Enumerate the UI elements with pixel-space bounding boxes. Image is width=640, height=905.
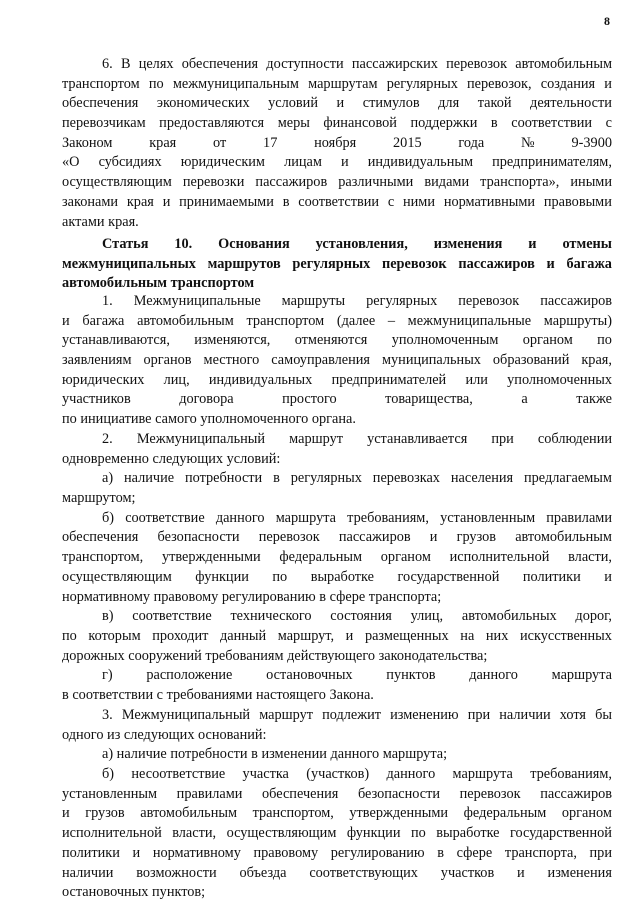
word: обеспечения <box>262 785 339 802</box>
word: данный <box>219 627 267 644</box>
word: уполномоченных <box>507 371 612 388</box>
word: и <box>345 627 354 644</box>
word: автомобильных <box>461 608 557 625</box>
word: по <box>410 825 426 842</box>
text-line <box>62 94 612 114</box>
text-line: нормативному правовому регулированию в сфере транспорта; <box>62 588 442 605</box>
word: по <box>272 568 288 585</box>
word: федеральным <box>463 805 547 822</box>
word: отмены <box>562 236 612 252</box>
word: соответствие <box>125 509 205 526</box>
text-line <box>62 824 612 844</box>
word: подлежит <box>322 707 382 723</box>
word: выработке <box>310 568 374 585</box>
word: перевозок <box>459 785 521 802</box>
paragraph-6 <box>62 55 612 232</box>
word: перевозках <box>372 470 440 487</box>
word: транспортом, <box>252 805 334 822</box>
word: 17 <box>263 134 278 151</box>
text-line <box>62 430 612 450</box>
word: государственной <box>510 825 612 842</box>
word: принимаемыми <box>179 193 274 210</box>
word: участков <box>440 864 495 881</box>
word: и <box>336 95 345 112</box>
text-line <box>62 509 612 529</box>
word: и <box>528 236 537 252</box>
word: поддержки <box>410 115 478 132</box>
word: видами <box>424 174 470 191</box>
word: создания <box>540 75 596 92</box>
word: данного <box>469 667 518 684</box>
word: изменения <box>433 236 503 252</box>
word: грузов <box>456 529 497 546</box>
word: обеспечения <box>62 529 139 546</box>
word: перевозки <box>182 174 245 191</box>
word: в <box>282 193 290 210</box>
word: маршруты <box>281 293 346 309</box>
word: 6. <box>102 56 113 72</box>
word: заявлениям <box>62 352 132 369</box>
word: органом <box>380 549 431 566</box>
word: требованиям, <box>347 509 429 526</box>
word: 1. <box>102 293 113 309</box>
text-line <box>62 193 612 213</box>
word: маршрута <box>275 509 337 526</box>
word: 2. <box>102 431 113 447</box>
text-line: в соответствии с требованиями настоящего Закона. <box>62 686 374 703</box>
word: технического <box>230 608 312 625</box>
text-line <box>62 351 612 371</box>
word: транспортом, <box>62 549 144 566</box>
word: маршрут <box>259 707 313 723</box>
word: регулярных <box>366 293 438 309</box>
word: установленным <box>440 509 536 526</box>
word: автомобильным <box>515 529 612 546</box>
word: межмуниципальным <box>172 75 299 92</box>
text-line: одного из следующих оснований: <box>62 726 267 743</box>
word: органом <box>522 332 573 349</box>
text-line <box>62 627 612 647</box>
text-line <box>62 528 612 548</box>
word: в <box>490 115 498 132</box>
word: меры <box>277 115 310 132</box>
text-line <box>62 114 612 134</box>
word: при <box>491 431 514 447</box>
word: по <box>148 75 164 92</box>
word: исполнительной <box>449 549 550 566</box>
word: них <box>485 627 509 644</box>
word: лицам <box>284 154 322 171</box>
word: пассажиров <box>338 529 411 546</box>
word: маршруты) <box>543 312 612 329</box>
word: изменению <box>390 707 459 723</box>
word: стимулов <box>362 95 420 112</box>
heading-line: автомобильным транспортом <box>62 275 255 292</box>
word: юридических <box>62 371 145 388</box>
word: и <box>604 75 612 92</box>
text-line <box>62 568 612 588</box>
word: б) <box>102 766 115 783</box>
word: иными <box>570 174 612 191</box>
word: Статья <box>102 236 149 252</box>
word: по <box>597 332 612 349</box>
text-line <box>62 844 612 864</box>
word: лиц, <box>163 371 190 388</box>
word: индивидуальных <box>208 371 313 388</box>
text-line <box>62 134 612 154</box>
word: осуществляющим <box>62 568 172 585</box>
text-line <box>62 331 612 351</box>
word: пассажиров <box>255 174 328 191</box>
text-line <box>62 607 612 627</box>
word: и <box>429 529 438 546</box>
text-line <box>62 55 612 75</box>
word: установленным <box>62 785 158 802</box>
text-line <box>62 312 612 332</box>
text-line <box>62 390 612 410</box>
word: 2015 <box>393 134 422 151</box>
word: бы <box>595 707 612 723</box>
paragraph-2 <box>62 430 612 706</box>
word: соответствующих <box>309 864 418 881</box>
word: органом <box>561 805 612 822</box>
word: 9-3900 <box>571 134 612 151</box>
word: субсидиях <box>98 154 162 171</box>
word: Межмуниципальный <box>136 431 266 447</box>
word: на <box>460 627 475 644</box>
word: края <box>126 193 154 210</box>
word: договора <box>179 391 234 408</box>
word: пассажиров <box>540 293 612 309</box>
word: при <box>467 707 491 723</box>
word: данного <box>386 766 436 783</box>
word: наличии <box>62 864 114 881</box>
word: экономических <box>156 95 250 112</box>
word: условий <box>268 95 318 112</box>
word: проходит <box>152 627 209 644</box>
word: и <box>132 844 141 861</box>
word: нормативному <box>152 844 241 861</box>
word: пассажиров <box>458 255 535 272</box>
word: автомобильным <box>515 56 612 72</box>
word: б) <box>102 509 115 526</box>
word: возможности <box>136 864 217 881</box>
page-number: 8 <box>604 14 610 28</box>
word: отменяются <box>294 332 368 349</box>
text-line: одновременно следующих условий: <box>62 450 281 467</box>
word: перевозок, <box>467 75 532 92</box>
word: обеспечения <box>62 95 139 112</box>
word: маршрута <box>551 667 612 684</box>
word: маршрутам <box>308 75 378 92</box>
word: перевозок <box>258 529 320 546</box>
word: остановочных <box>266 667 353 684</box>
word: и <box>62 312 70 329</box>
word: края <box>149 134 177 151</box>
word: изменения <box>547 864 612 881</box>
word: политики <box>522 568 581 585</box>
word: а) <box>102 470 114 487</box>
text-line <box>62 785 612 805</box>
word: по <box>62 627 77 644</box>
word: ноября <box>314 134 357 151</box>
word: или <box>465 371 488 388</box>
word: юридическим <box>180 154 265 171</box>
word: для <box>438 95 460 112</box>
word: дорог, <box>575 608 612 625</box>
word: с <box>387 193 395 210</box>
word: также <box>576 391 612 408</box>
word: органов <box>143 352 192 369</box>
word: Межмуниципальные <box>133 293 261 309</box>
word: правилами <box>546 509 612 526</box>
word: края, <box>581 352 612 369</box>
text-line: по инициативе самого уполномоченного органа. <box>62 411 356 428</box>
text-line <box>62 804 612 824</box>
word: различными <box>338 174 414 191</box>
word: состояния <box>330 608 392 625</box>
word: – <box>387 312 395 329</box>
text-line <box>62 371 612 391</box>
word: г) <box>102 667 113 684</box>
word: осуществляющим <box>226 825 337 842</box>
word: наличие <box>124 470 175 487</box>
word: автомобильным <box>137 312 234 329</box>
word: от <box>213 134 227 151</box>
word: которым <box>88 627 141 644</box>
text-line <box>62 706 612 726</box>
word: правовому <box>253 844 319 861</box>
word: (далее <box>336 312 376 329</box>
word: объезда <box>239 864 287 881</box>
word: грузов <box>85 805 125 822</box>
word: требованиям, <box>530 766 612 783</box>
word: товарищества, <box>385 391 473 408</box>
word: и <box>517 864 525 881</box>
word: В <box>120 56 131 72</box>
word: функции <box>346 825 401 842</box>
word: безопасности <box>357 785 441 802</box>
word: багажа <box>82 312 125 329</box>
word: соответствии <box>511 115 593 132</box>
text-line <box>62 864 612 884</box>
word: и <box>604 568 612 585</box>
word: утвержденными <box>161 549 261 566</box>
word: регулярных <box>290 470 362 487</box>
word: муниципальных <box>381 352 481 369</box>
word: несоответствие <box>131 766 226 783</box>
word: предпринимателям, <box>492 154 612 171</box>
word: государственной <box>397 568 500 585</box>
word: осуществляющим <box>62 174 172 191</box>
word: функции <box>195 568 249 585</box>
word: деятельности <box>530 95 612 112</box>
text-line: маршрутом; <box>62 490 136 507</box>
word: правовыми <box>543 193 612 210</box>
text-line: дорожных сооружений требованиям действующего законодательства; <box>62 647 488 664</box>
word: участка <box>242 766 289 783</box>
word: простого <box>282 391 337 408</box>
word: целях <box>138 56 174 72</box>
word: выработке <box>436 825 500 842</box>
word: транспорта», <box>480 174 560 191</box>
word: ними <box>403 193 436 210</box>
word: уполномоченным <box>391 332 499 349</box>
word: участников <box>62 391 131 408</box>
word: соблюдении <box>537 431 612 447</box>
word: при <box>589 844 612 861</box>
word: перевозок <box>458 293 520 309</box>
text-line <box>62 173 612 193</box>
word: доступности <box>266 56 344 72</box>
text-line <box>62 153 612 173</box>
word: искусственных <box>519 627 612 644</box>
word: нормативными <box>443 193 536 210</box>
word: регулярных <box>292 255 371 272</box>
word: и <box>340 154 349 171</box>
word: финансовой <box>323 115 397 132</box>
paragraph-3 <box>62 706 612 903</box>
text-line <box>62 548 612 568</box>
word: власти, <box>568 549 612 566</box>
word: пассажирских <box>351 56 438 72</box>
word: предпринимателей <box>331 371 447 388</box>
word: соответствие <box>132 608 212 625</box>
word: перевозчикам <box>62 115 146 132</box>
word: маршрут, <box>277 627 335 644</box>
word: в <box>437 844 445 861</box>
word: предоставляются <box>159 115 265 132</box>
word: в <box>273 470 280 487</box>
word: «О <box>62 154 80 171</box>
word: власти, <box>172 825 217 842</box>
text-line: остановочных пунктов; <box>62 884 206 901</box>
word: и <box>162 193 171 210</box>
word: маршрута <box>452 766 513 783</box>
word: расположение <box>146 667 233 684</box>
word: правилами <box>176 785 243 802</box>
heading-line <box>62 235 612 255</box>
word: утвержденными <box>349 805 449 822</box>
word: соответствии <box>298 193 380 210</box>
word: 10. <box>174 236 193 252</box>
word: перевозок <box>446 56 508 72</box>
word: с <box>605 115 612 132</box>
word: транспорта, <box>504 844 577 861</box>
word: 3. <box>102 707 113 723</box>
text-line <box>62 666 612 686</box>
word: безопасности <box>157 529 240 546</box>
word: хотя <box>559 707 586 723</box>
word: обеспечения <box>181 56 259 72</box>
word: устанавливаются, <box>62 332 170 349</box>
paragraph-1 <box>62 292 612 430</box>
text-line <box>62 75 612 95</box>
word: сфере <box>456 844 493 861</box>
word: федеральным <box>279 549 363 566</box>
word: Законом <box>62 134 113 151</box>
word: устанавливается <box>367 431 468 447</box>
text-line: а) наличие потребности в изменении данного маршрута; <box>102 746 448 763</box>
heading-line <box>62 255 612 275</box>
word: самоуправления <box>271 352 371 369</box>
word: багажа <box>566 255 612 272</box>
word: а <box>521 391 528 408</box>
word: № <box>521 134 535 151</box>
word: регулярных <box>386 75 458 92</box>
word: размещенных <box>364 627 449 644</box>
text-line <box>62 765 612 785</box>
text-line <box>62 469 612 489</box>
word: пассажиров <box>540 785 612 802</box>
word: и <box>546 255 555 272</box>
word: маршрутов <box>207 255 281 272</box>
word: Основания <box>218 236 290 252</box>
word: политики <box>62 844 120 861</box>
word: наличии <box>499 707 551 723</box>
article-10-heading <box>62 235 612 294</box>
word: такой <box>477 95 512 112</box>
text-line: актами края. <box>62 213 139 230</box>
word: населения <box>450 470 514 487</box>
word: местного <box>203 352 260 369</box>
word: автомобильным <box>140 805 238 822</box>
text-line <box>62 292 612 312</box>
word: данного <box>215 509 265 526</box>
word: маршрут <box>289 431 343 447</box>
word: законами <box>62 193 119 210</box>
word: перевозок <box>381 255 447 272</box>
word: пунктов <box>386 667 436 684</box>
word: улиц, <box>410 608 444 625</box>
word: транспортом <box>62 75 140 92</box>
word: изменяются, <box>194 332 271 349</box>
word: исполнительной <box>62 825 162 842</box>
word: в) <box>102 608 114 625</box>
word: Межмуниципальный <box>121 707 251 723</box>
word: регулированию <box>330 844 425 861</box>
word: потребности <box>185 470 263 487</box>
word: транспортом <box>246 312 325 329</box>
word: года <box>458 134 485 151</box>
word: предлагаемым <box>523 470 612 487</box>
word: установления, <box>315 236 408 252</box>
word: и <box>62 805 70 822</box>
word: образований <box>492 352 570 369</box>
word: межмуниципальных <box>62 255 196 272</box>
word: межмуниципальные <box>407 312 532 329</box>
word: (участков) <box>306 766 370 783</box>
word: индивидуальным <box>367 154 474 171</box>
